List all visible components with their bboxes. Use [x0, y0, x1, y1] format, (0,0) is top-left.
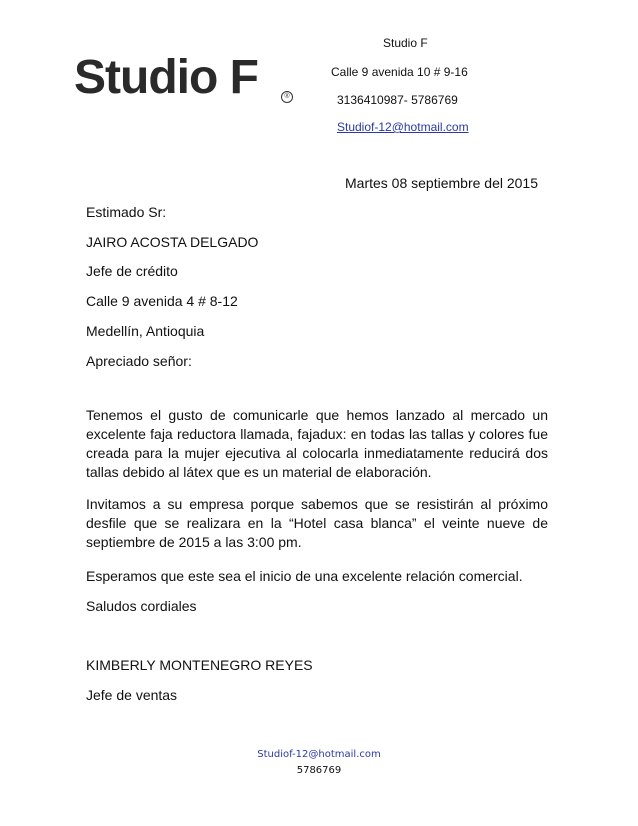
closing: Saludos cordiales: [86, 598, 197, 614]
letter-date: Martes 08 septiembre del 2015: [345, 175, 538, 191]
company-logo: Studio F: [74, 51, 258, 104]
body-paragraph-3: Esperamos que este sea el inicio de una excelente relación comercial.: [86, 568, 523, 584]
footer-phone: 5786769: [296, 765, 342, 776]
body-paragraph-2: Invitamos a su empresa porque sabemos que se resistirán al próximo desfile que se realizara en la “Hotel casa blanca” el veinte nueve de septiembre de 2015 a las 3:00 pm.: [86, 496, 548, 550]
greeting: Apreciado señor:: [86, 353, 192, 369]
recipient-city: Medellín, Antioquia: [86, 323, 205, 339]
registered-mark: ®: [281, 91, 293, 103]
signature-title: Jefe de ventas: [86, 687, 178, 703]
signature-name: KIMBERLY MONTENEGRO REYES: [86, 657, 313, 673]
recipient-address: Calle 9 avenida 4 # 8-12: [86, 293, 238, 309]
letterhead-phones: 3136410987- 5786769: [337, 93, 458, 107]
letterhead-email-link[interactable]: Studiof-12@hotmail.com: [337, 120, 469, 134]
recipient-title: Jefe de crédito: [86, 263, 178, 279]
letterhead-address: Calle 9 avenida 10 # 9-16: [331, 65, 468, 79]
letterhead-company: Studio F: [383, 36, 428, 50]
body-paragraph-1: Tenemos el gusto de comunicarle que hemos lanzado al mercado un excelente faja reductora llamada, fajadux: en todas las tallas y colores fue creada para la mujer ejecutiva al colocarla inmediatamente reducirá dos tallas debido al látex que es un material de elaboración.: [86, 407, 548, 480]
footer-email-link[interactable]: Studiof-12@hotmail.com: [257, 749, 381, 760]
recipient-name: JAIRO ACOSTA DELGADO: [86, 234, 259, 250]
salutation: Estimado Sr:: [86, 204, 167, 220]
